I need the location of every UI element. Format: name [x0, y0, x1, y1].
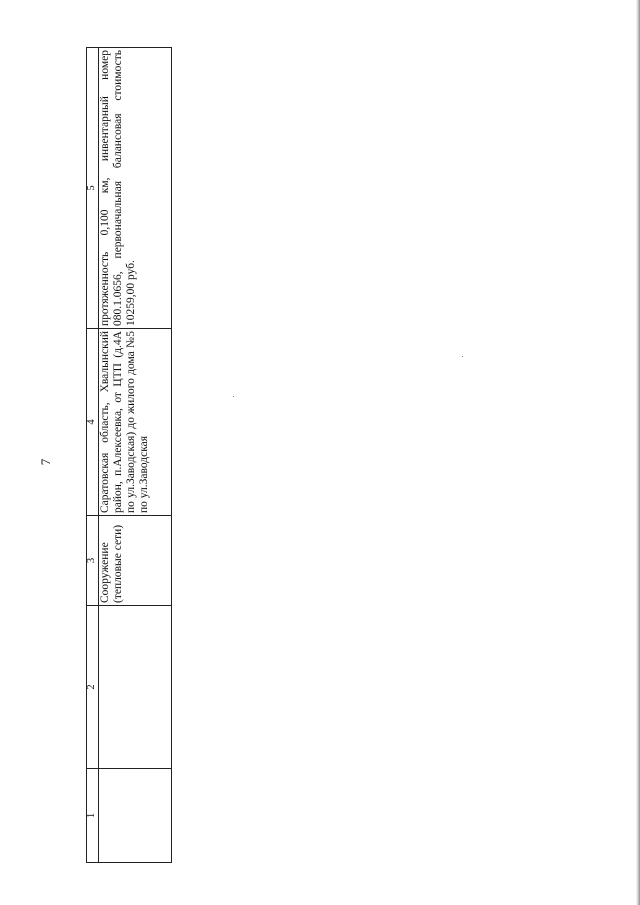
- scan-speck: [233, 396, 234, 397]
- cell-characteristics: [99, 48, 172, 329]
- column-header-2: 2: [87, 606, 99, 769]
- cell-number: [99, 769, 172, 863]
- characteristics-text: протяженность 0,100 км, инвентарный номер 080.1.0656, первоначальная балансовая стоимость 10259,00 руб.: [99, 50, 137, 326]
- scan-speck: [462, 356, 463, 357]
- document-table-container: [86, 48, 172, 863]
- page-number: 7: [38, 458, 53, 466]
- table-header-row: [87, 48, 99, 863]
- object-name-text: Сооружение (тепловые сети): [99, 524, 124, 603]
- column-header-5: 5: [87, 48, 99, 329]
- cell-registry-number: [99, 606, 172, 769]
- column-header-3: 3: [87, 516, 99, 606]
- cell-object-name: [99, 516, 172, 606]
- table-row: [99, 48, 172, 863]
- column-header-1: 1: [87, 769, 99, 863]
- cell-address: [99, 329, 172, 516]
- address-text: Саратовская область, Хвалынский район, п.Алексеевка, от ЦТП (д.4А по ул.Заводская) до жилого дома №5 по ул.Заводская: [99, 331, 150, 513]
- scan-edge-shadow: [636, 0, 640, 905]
- property-table: [86, 47, 172, 863]
- column-header-4: 4: [87, 329, 99, 516]
